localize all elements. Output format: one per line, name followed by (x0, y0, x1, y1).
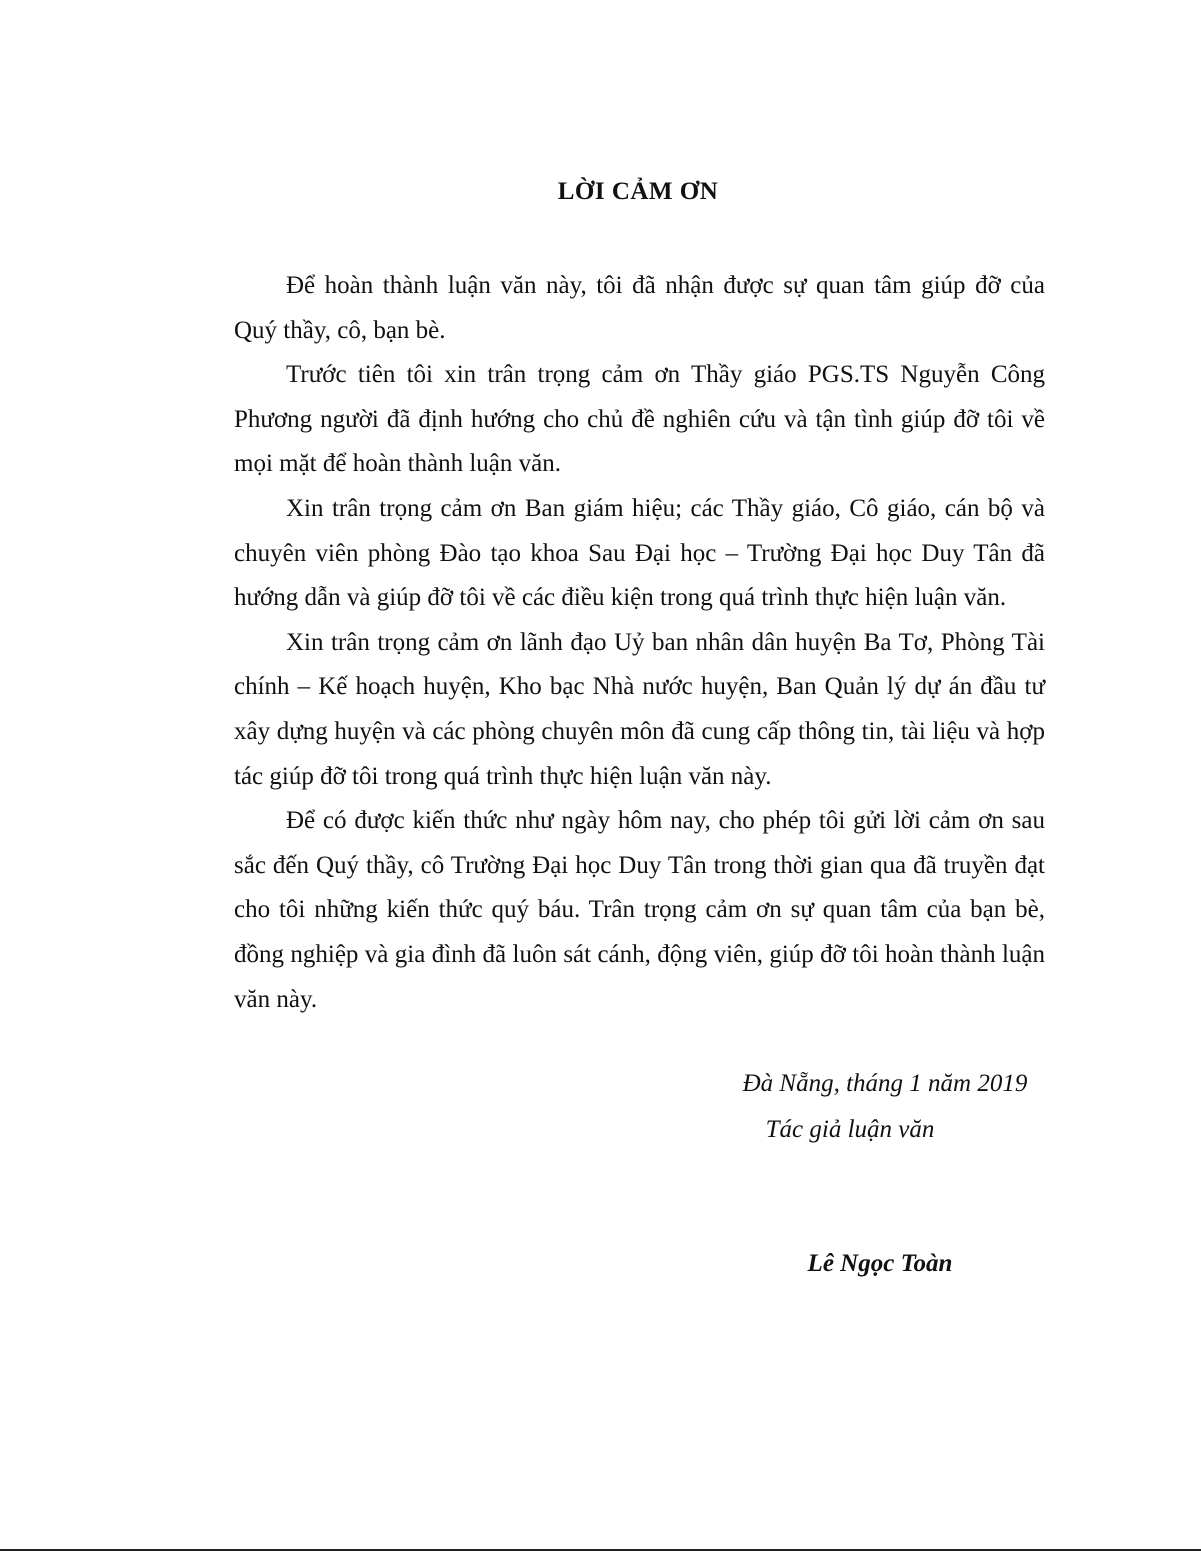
paragraph-4: Xin trân trọng cảm ơn lãnh đạo Uỷ ban nhân dân huyện Ba Tơ, Phòng Tài chính – Kế hoạch huyện, Kho bạc Nhà nước huyện, Ban Quản lý dự án đầu tư xây dựng huyện và các phòng chuyên môn đã cung cấp thông tin, tài liệu và hợp tác giúp đỡ tôi trong quá trình thực hiện luận văn này. (234, 628, 1045, 790)
author-role: Tác giả luận văn (765, 1116, 935, 1143)
author-name: Lê Ngọc Toàn (807, 1250, 953, 1277)
paragraph-2: Trước tiên tôi xin trân trọng cảm ơn Thầy giáo PGS.TS Nguyễn Công Phương người đã định hướng cho chủ đề nghiên cứu và tận tình giúp đỡ tôi về mọi mặt để hoàn thành luận văn. (234, 361, 1045, 478)
bottom-divider (0, 1549, 1201, 1551)
paragraph-3: Xin trân trọng cảm ơn Ban giám hiệu; các Thầy giáo, Cô giáo, cán bộ và chuyên viên phòng Đào tạo khoa Sau Đại học – Trường Đại học Duy Tân đã hướng dẫn và giúp đỡ tôi về các điều kiện trong quá trình thực hiện luận văn. (234, 494, 1045, 612)
paragraph-5: Để có được kiến thức như ngày hôm nay, cho phép tôi gửi lời cảm ơn sau sắc đến Quý thầy, cô Trường Đại học Duy Tân trong thời gian qua đã truyền đạt cho tôi những kiến thức quý báu. Trân trọng cảm ơn sự quan tâm của bạn bè, đồng nghiệp và gia đình đã luôn sát cánh, động viên, giúp đỡ tôi hoàn thành luận văn này. (234, 807, 1045, 1013)
paragraph-1: Để hoàn thành luận văn này, tôi đã nhận được sự quan tâm giúp đỡ của Quý thầy, cô, bạn bè. (234, 272, 1045, 344)
place-date: Đà Nẵng, tháng 1 năm 2019 (742, 1070, 1028, 1097)
page-title: LỜI CẢM ƠN (557, 178, 719, 205)
acknowledgement-body (234, 264, 1045, 1022)
